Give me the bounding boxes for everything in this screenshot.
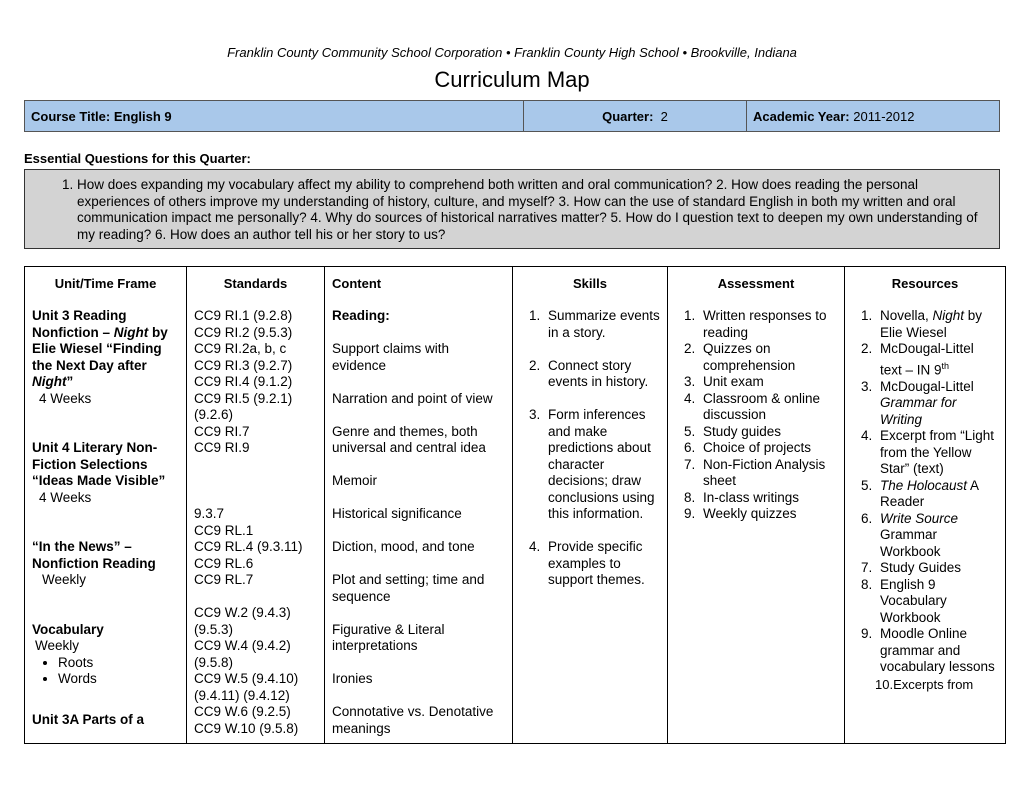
course-info-bar bbox=[24, 100, 1000, 132]
standard-item: CC9 RL.7 bbox=[194, 572, 254, 587]
resource-item: 1. Novella, Night by Elie Wiesel bbox=[876, 308, 998, 341]
standard-item: CC9 RI.2 (9.5.3) bbox=[194, 324, 293, 340]
assessment-item: 7. Non-Fiction Analysis sheet bbox=[699, 457, 837, 490]
content-item: Memoir bbox=[332, 473, 378, 488]
standard-item: CC9 RL.4 (9.3.11) bbox=[194, 539, 303, 554]
resource-item-10: 10.Excerpts from bbox=[875, 676, 974, 692]
skill-item: 2. Connect story events in history. bbox=[544, 358, 660, 391]
vocab-time: Weekly bbox=[35, 638, 80, 653]
skills-list bbox=[520, 308, 660, 589]
resources-header: Resources bbox=[891, 276, 959, 291]
assessment-column bbox=[668, 267, 845, 743]
unit-3-title: Unit 3 Reading Nonfiction – Night by Elie Wiesel “Finding the Next Day after Night” bbox=[32, 308, 168, 389]
content-header: Content bbox=[332, 276, 382, 291]
year-label: Academic Year: bbox=[753, 108, 850, 124]
standard-item: CC9 W.6 (9.2.5) bbox=[194, 704, 291, 719]
essential-questions-box bbox=[24, 169, 1000, 249]
assessment-list bbox=[675, 308, 837, 523]
assessment-item: 1. Written responses to reading bbox=[699, 308, 837, 341]
standard-item: CC9 RI.9 bbox=[194, 440, 250, 455]
standard-item: CC9 RL.1 bbox=[194, 522, 254, 538]
standard-item: CC9 RI.7 bbox=[194, 423, 250, 439]
list-item: • Roots bbox=[58, 655, 179, 672]
content-item: Plot and setting; time and sequence bbox=[332, 572, 485, 604]
assessment-item: 5. Study guides bbox=[699, 424, 837, 441]
skill-item: 3. Form inferences and make predictions about character decisions; draw conclusions using this information. bbox=[544, 407, 660, 523]
content-item: Ironies bbox=[332, 671, 373, 686]
skill-item: 1. Summarize events in a story. bbox=[544, 308, 660, 341]
essential-questions-label: Essential Questions for this Quarter: bbox=[24, 151, 251, 166]
course-title: Course Title: English 9 bbox=[31, 108, 172, 124]
vocab-list bbox=[32, 655, 179, 688]
standard-item: CC9 RI.5 (9.2.1) (9.2.6) bbox=[194, 390, 293, 422]
content-item: Historical significance bbox=[332, 506, 462, 521]
year-cell bbox=[747, 101, 999, 131]
assessment-item: 8. In-class writings bbox=[699, 490, 837, 507]
standards-list bbox=[194, 308, 317, 737]
resource-item: 4. Excerpt from “Light from the Yellow Star” (text) bbox=[876, 428, 998, 478]
course-title-cell bbox=[25, 101, 524, 131]
standard-item: 9.3.7 bbox=[194, 506, 225, 521]
quarter-label: Quarter: bbox=[602, 108, 654, 124]
standard-item: CC9 W.10 (9.5.8) bbox=[194, 720, 299, 736]
news-title: “In the News” – Nonfiction Reading bbox=[32, 539, 156, 571]
content-column bbox=[325, 267, 513, 743]
resource-item: 9. Moodle Online grammar and vocabulary lessons bbox=[876, 626, 998, 676]
resource-item: 7. Study Guides bbox=[876, 560, 998, 577]
assessment-item: 4. Classroom & online discussion bbox=[699, 391, 837, 424]
standard-item: CC9 RI.2a, b, c bbox=[194, 341, 287, 356]
standards-column bbox=[187, 267, 325, 743]
page-title: Curriculum Map bbox=[434, 67, 590, 92]
resource-item: 6. Write Source Grammar Workbook bbox=[876, 511, 998, 561]
standards-header: Standards bbox=[223, 276, 288, 291]
year-value: 2011-2012 bbox=[853, 108, 915, 124]
standard-item: CC9 RI.4 (9.1.2) bbox=[194, 374, 293, 389]
resources-column bbox=[845, 267, 1005, 743]
unit-3-time: 4 Weeks bbox=[39, 390, 92, 406]
content-item: Genre and themes, both universal and central idea bbox=[332, 423, 486, 455]
assessment-item: 2. Quizzes on comprehension bbox=[699, 341, 837, 374]
content-reading-label: Reading: bbox=[332, 308, 390, 323]
quarter-cell bbox=[524, 101, 747, 131]
content-item: Diction, mood, and tone bbox=[332, 539, 475, 554]
skills-header: Skills bbox=[573, 276, 607, 291]
essential-questions-text: 1. How does expanding my vocabulary affect my ability to comprehend both written and oral communication? 2. How does reading the personal experiences of others improve my understanding of history, culture, and myself? 3. How can the use of standard English in both my written and oral communication impact me personally? 4. Why do sources of historical narratives matter? 5. How do I question text to deepen my own understanding of my reading? 6. How does an author tell his or her story to us? bbox=[77, 177, 987, 243]
assessment-item: 9. Weekly quizzes bbox=[699, 506, 837, 523]
standard-item: CC9 W.2 (9.4.3) (9.5.3) bbox=[194, 605, 291, 637]
assessment-item: 3. Unit exam bbox=[699, 374, 837, 391]
content-item: Connotative vs. Denotative meanings bbox=[332, 704, 494, 736]
unit-header: Unit/Time Frame bbox=[54, 276, 157, 291]
standard-item: CC9 RL.6 bbox=[194, 555, 254, 571]
content-list bbox=[332, 308, 505, 737]
content-item: Narration and point of view bbox=[332, 390, 493, 406]
skill-item: 4. Provide specific examples to support themes. bbox=[544, 539, 660, 589]
content-item: Figurative & Literal interpretations bbox=[332, 621, 445, 653]
unit-4-title: Unit 4 Literary Non-Fiction Selections “Ideas Made Visible” bbox=[32, 440, 166, 488]
resource-item: 5. The Holocaust A Reader bbox=[876, 478, 998, 511]
news-time: Weekly bbox=[42, 572, 87, 587]
list-item: • Words bbox=[58, 671, 179, 688]
unit-3a-title: Unit 3A Parts of a bbox=[32, 712, 145, 727]
unit-4-time: 4 Weeks bbox=[39, 489, 92, 505]
resources-list bbox=[852, 308, 998, 676]
standard-item: CC9 W.4 (9.4.2) (9.5.8) bbox=[194, 638, 291, 670]
skills-column bbox=[513, 267, 668, 743]
vocab-title: Vocabulary bbox=[32, 621, 104, 637]
resource-item: 8. English 9 Vocabulary Workbook bbox=[876, 577, 998, 627]
resource-item: 3. McDougal-Littel Grammar for Writing bbox=[876, 379, 998, 429]
org-header: Franklin County Community School Corporation • Franklin County High School • Brookville, Indiana bbox=[227, 45, 797, 60]
assessment-header: Assessment bbox=[717, 276, 795, 291]
content-item: Support claims with evidence bbox=[332, 341, 450, 373]
unit-column bbox=[25, 267, 187, 743]
assessment-item: 6. Choice of projects bbox=[699, 440, 837, 457]
curriculum-table bbox=[24, 266, 1006, 744]
standard-item: CC9 W.5 (9.4.10) (9.4.11) (9.4.12) bbox=[194, 671, 299, 703]
resource-item: 2. McDougal-Littel text – IN 9th bbox=[876, 341, 998, 379]
standard-item: CC9 RI.3 (9.2.7) bbox=[194, 357, 293, 373]
standard-item: CC9 RI.1 (9.2.8) bbox=[194, 308, 293, 323]
quarter-value: 2 bbox=[660, 108, 668, 124]
